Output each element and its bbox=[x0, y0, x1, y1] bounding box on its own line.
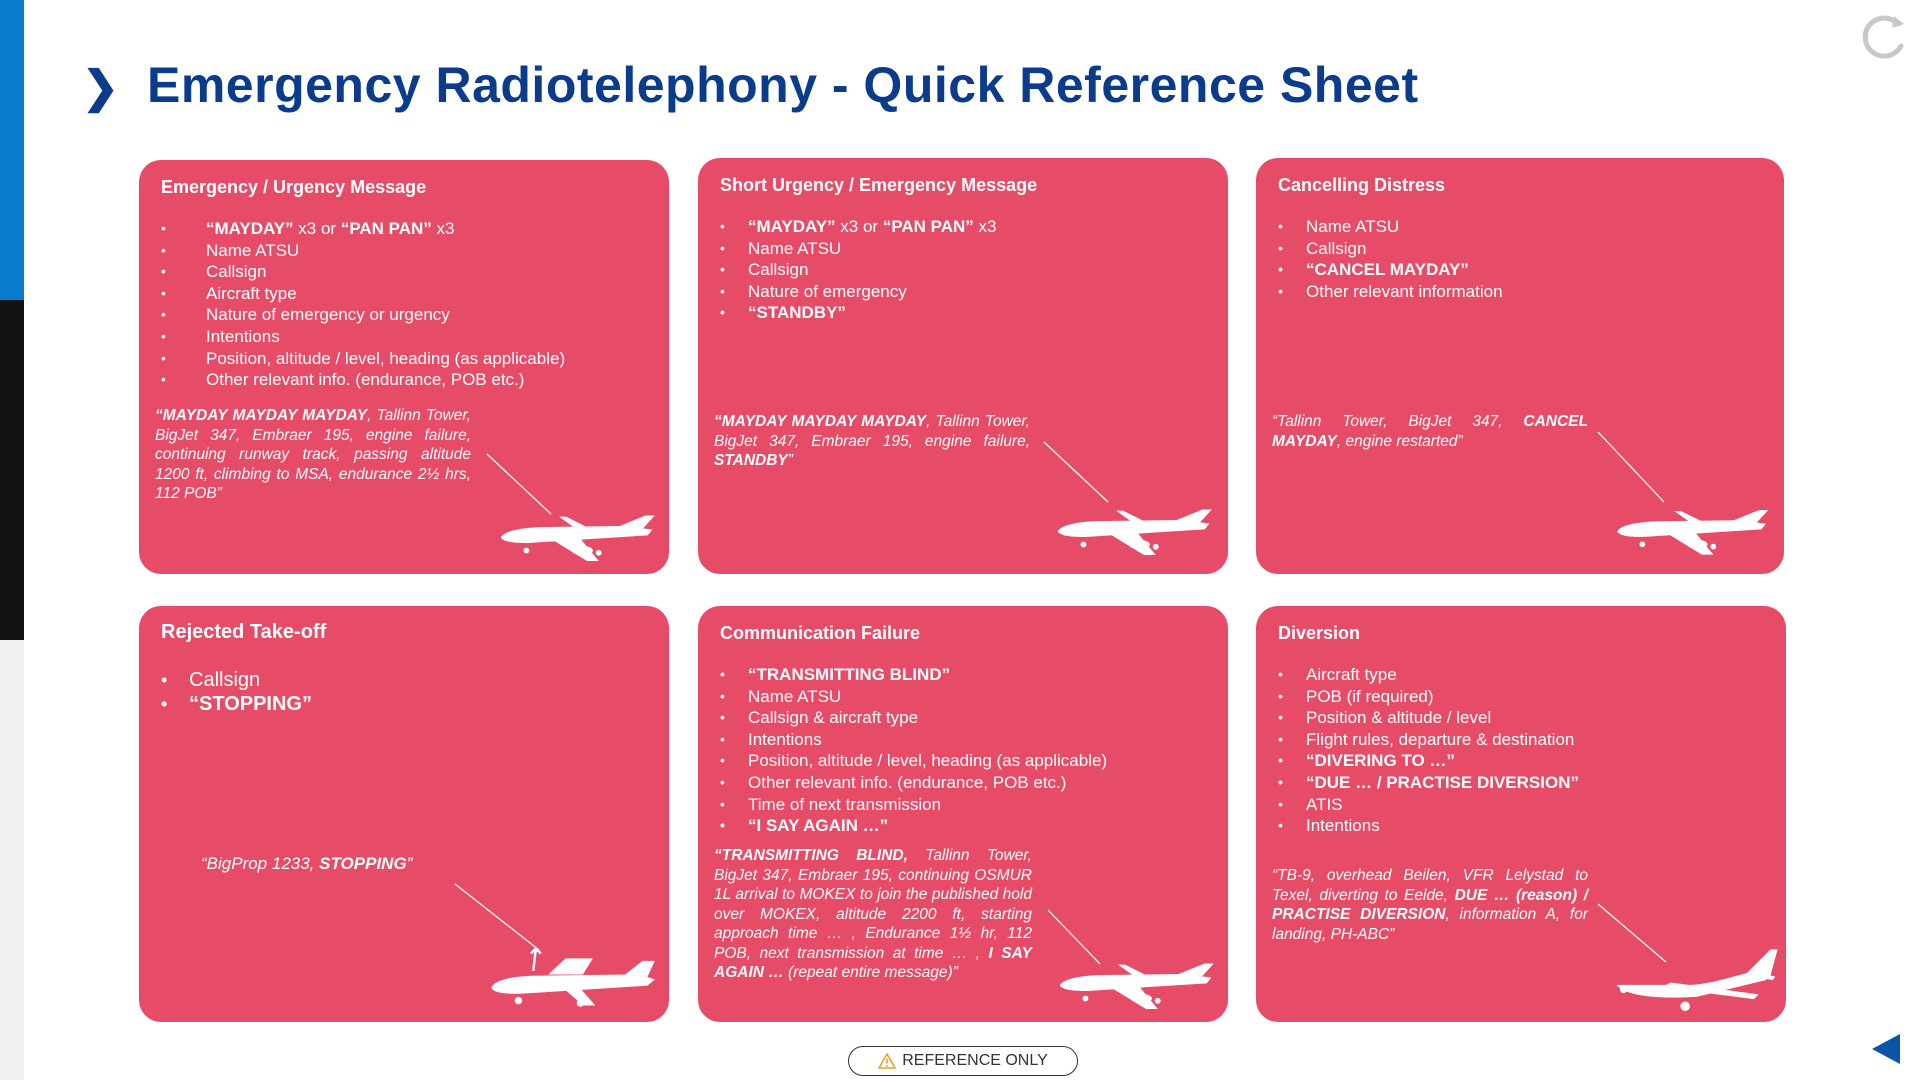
example-transmission: “TRANSMITTING BLIND, Tallinn Tower, BigJet 347, Embraer 195, continuing OSMUR 1L arrival to MOKEX to join the published hold over MOKEX, altitude 2200 ft, starting approach time … , Endurance 1½ hr, 112 POB, next transmission at time … , I SAY AGAIN … (repeat entire message)” bbox=[714, 847, 1032, 981]
turboprop-plane-icon bbox=[485, 946, 661, 1008]
example-transmission: “Tallinn Tower, BigJet 347, CANCEL MAYDAY, engine restarted” bbox=[1272, 413, 1588, 450]
card-short-urgency bbox=[698, 158, 1228, 574]
refresh-icon[interactable] bbox=[1858, 12, 1910, 64]
list-item: • Other relevant info. (endurance, POB etc.) bbox=[720, 772, 1107, 794]
warning-icon bbox=[878, 1053, 896, 1069]
list-item: • Nature of emergency bbox=[720, 281, 997, 303]
card-heading: Cancelling Distress bbox=[1278, 175, 1446, 195]
list-item: • Name ATSU bbox=[720, 238, 997, 260]
example-transmission: “MAYDAY MAYDAY MAYDAY, Tallinn Tower, BigJet 347, Embraer 195, engine failure, STANDBY” bbox=[714, 413, 1030, 469]
list-item: • Other relevant info. (endurance, POB etc.) bbox=[161, 369, 565, 391]
list-item: • Aircraft type bbox=[161, 283, 565, 305]
list-item: • Position, altitude / level, heading (as applicable) bbox=[161, 348, 565, 370]
bullet-list bbox=[720, 216, 997, 324]
card-cancelling-distress bbox=[1256, 158, 1784, 574]
bullet-list bbox=[161, 218, 565, 391]
example-transmission: “BigProp 1233, STOPPING” bbox=[201, 854, 413, 873]
left-accent-blue bbox=[0, 0, 24, 300]
card-heading: Diversion bbox=[1278, 623, 1361, 643]
list-item: • “STOPPING” bbox=[161, 692, 312, 716]
list-item: • Name ATSU bbox=[161, 240, 565, 262]
jet-plane-icon bbox=[1050, 960, 1220, 1016]
chevron-right-icon: ❯ bbox=[82, 63, 119, 112]
list-item: • “I SAY AGAIN …” bbox=[720, 815, 1107, 837]
example-transmission: “TB-9, overhead Beilen, VFR Lelystad to Texel, diverting to Eelde, DUE … (reason) / PRACTISE DIVERSION, information A, for landing, PH-ABC” bbox=[1272, 867, 1588, 943]
list-item: • Aircraft type bbox=[1278, 664, 1579, 686]
pointer-line bbox=[1042, 440, 1112, 506]
list-item: • “TRANSMITTING BLIND” bbox=[720, 664, 1107, 686]
reference-only-label: REFERENCE ONLY bbox=[902, 1052, 1048, 1069]
list-item: • Callsign bbox=[161, 261, 565, 283]
list-item: • Name ATSU bbox=[1278, 216, 1503, 238]
jet-plane-icon bbox=[491, 512, 661, 568]
list-item: • “CANCEL MAYDAY” bbox=[1278, 259, 1503, 281]
list-item: • Callsign bbox=[720, 259, 997, 281]
list-item: • “MAYDAY” x3 or “PAN PAN” x3 bbox=[720, 216, 997, 238]
bullet-list bbox=[1278, 216, 1503, 302]
card-emergency-urgency bbox=[139, 160, 669, 574]
left-accent-bar bbox=[0, 0, 24, 1080]
pointer-line bbox=[453, 882, 543, 954]
list-item: • Callsign bbox=[161, 668, 312, 692]
card-communication-failure bbox=[698, 606, 1228, 1022]
pointer-line bbox=[485, 452, 555, 518]
list-item: • Intentions bbox=[161, 326, 565, 348]
list-item: • Flight rules, departure & destination bbox=[1278, 729, 1579, 751]
card-rejected-takeoff bbox=[139, 606, 669, 1022]
list-item: • Nature of emergency or urgency bbox=[161, 304, 565, 326]
pointer-line bbox=[1046, 908, 1104, 968]
list-item: • Intentions bbox=[720, 729, 1107, 751]
card-diversion bbox=[1256, 606, 1786, 1022]
left-accent-black bbox=[0, 300, 24, 640]
reference-only-badge bbox=[848, 1046, 1078, 1076]
list-item: • Callsign bbox=[1278, 238, 1503, 260]
card-heading: Emergency / Urgency Message bbox=[161, 177, 427, 197]
list-item: • Position & altitude / level bbox=[1278, 707, 1579, 729]
example-transmission: “MAYDAY MAYDAY MAYDAY, Tallinn Tower, BigJet 347, Embraer 195, engine failure, continuing runway track, passing altitude 1200 ft, climbing to MSA, endurance 2½ hrs, 112 POB” bbox=[155, 407, 471, 502]
list-item: • Callsign & aircraft type bbox=[720, 707, 1107, 729]
page-title: Emergency Radiotelephony - Quick Reference Sheet bbox=[147, 57, 1419, 113]
list-item: • Intentions bbox=[1278, 815, 1579, 837]
list-item: • POB (if required) bbox=[1278, 686, 1579, 708]
list-item: • ATIS bbox=[1278, 794, 1579, 816]
list-item: • Name ATSU bbox=[720, 686, 1107, 708]
jet-plane-icon bbox=[1048, 506, 1218, 562]
list-item: • “STANDBY” bbox=[720, 302, 997, 324]
card-heading: Short Urgency / Emergency Message bbox=[720, 175, 1038, 195]
list-item: • “MAYDAY” x3 or “PAN PAN” x3 bbox=[161, 218, 565, 240]
bullet-list bbox=[1278, 664, 1579, 837]
card-heading: Rejected Take-off bbox=[161, 621, 327, 643]
list-item: • “DIVERING TO …” bbox=[1278, 750, 1579, 772]
jet-plane-icon bbox=[1608, 506, 1774, 562]
card-heading: Communication Failure bbox=[720, 623, 921, 643]
bullet-list bbox=[720, 664, 1107, 837]
back-triangle-icon[interactable] bbox=[1870, 1032, 1902, 1066]
bullet-list bbox=[161, 668, 312, 716]
list-item: • “DUE … / PRACTISE DIVERSION” bbox=[1278, 772, 1579, 794]
light-aircraft-icon bbox=[1614, 944, 1780, 1014]
list-item: • Time of next transmission bbox=[720, 794, 1107, 816]
list-item: • Position, altitude / level, heading (as applicable) bbox=[720, 750, 1107, 772]
pointer-line bbox=[1596, 430, 1668, 506]
list-item: • Other relevant information bbox=[1278, 281, 1503, 303]
